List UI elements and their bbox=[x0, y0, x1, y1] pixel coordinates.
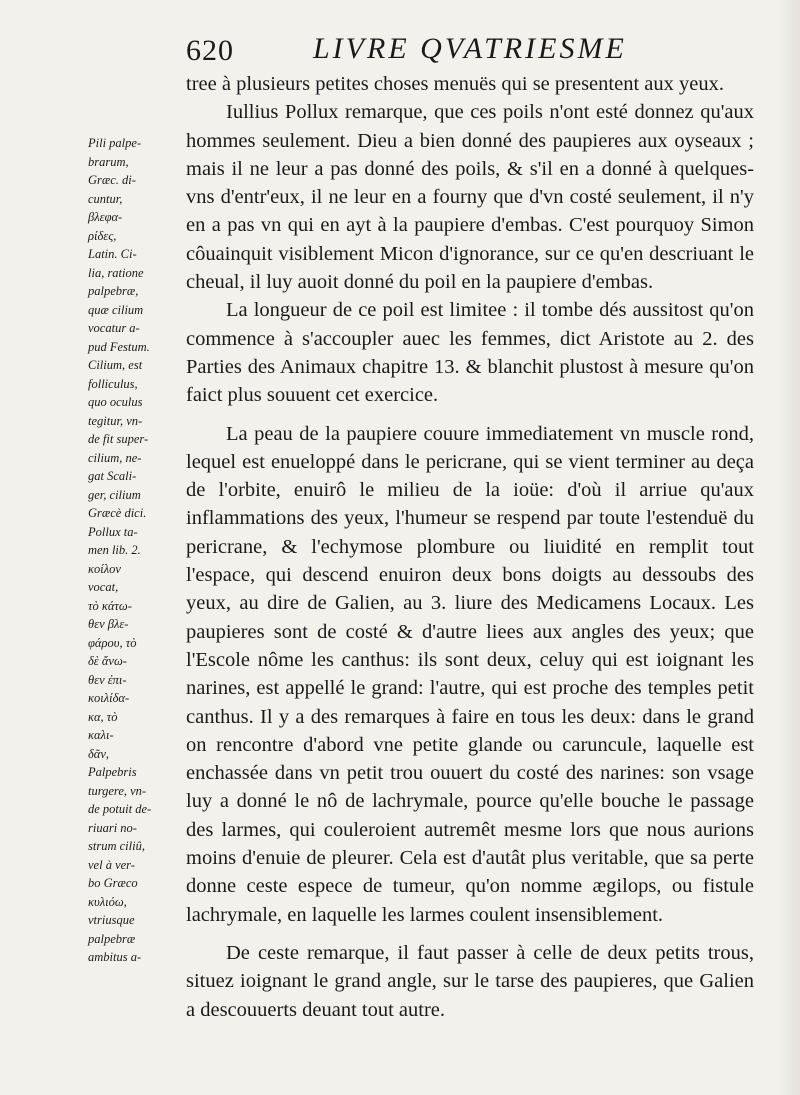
margin-note-line: men lib. 2. bbox=[88, 543, 141, 557]
margin-note-line: Pili palpe- bbox=[88, 136, 142, 150]
margin-note-line: δὲ ἄνω- bbox=[88, 654, 127, 668]
margin-note-line: ρίδες, bbox=[88, 228, 117, 243]
margin-note-line: vocat, bbox=[88, 580, 119, 594]
paragraph-4: La peau de la paupiere couure immediatement vn muscle rond, lequel est enueloppé dans le pericrane, qui se vient terminer au deça de l'orbite, enuirô le milieu de la ioüe: d'où il arriue qu'aux inflammations des yeux, l'humeur se respend par toute l'estenduë du pericrane, & l'echymose plombure ou liuidité en remplit tout l'espace, qui descend enuiron deux bons doigts au dessoubs des yeux, au dire de Galien, au 3. liure des Medicamens Locaux. Les paupieres sont de costé & d'autre liees aux angles des yeux; que l'Escole nôme les canthus: ils sont deux, celuy qui est ioignant les narines, est appellé le grand: l'autre, qui est proche des temples petit canthus. Il y a des remarques à faire en tous les deux: dans le grand on rencontre d'abord vne petite glande ou caruncule, laquelle est enchassée dans vn petit trou ouuert du costé des narines: son vsage luy a donné le nô de lachrymale, pource qu'elle bouche le passage des larmes, qui couleroient autremêt mesme lors que nous aurions moins d'enuie de pleurer. Cela est d'autât plus veritable, que sa perte donne ceste espece de tumeur, qu'on nomme ægilops, ou fistule lachrymale, en laquelle les larmes coulent insensiblement. bbox=[186, 422, 754, 926]
margin-note-line: vtriusque bbox=[88, 913, 135, 927]
margin-note-line: de potuit de- bbox=[88, 802, 152, 816]
margin-note-line: folliculus, bbox=[88, 376, 138, 391]
margin-note-line: tegitur, vn- bbox=[88, 413, 143, 428]
margin-note-line: τὸ κάτω- bbox=[88, 598, 132, 613]
margin-note-line: ger, cilium bbox=[88, 487, 141, 502]
margin-note-line: βλεφα- bbox=[88, 210, 123, 224]
margin-note-line: κοίλον bbox=[88, 561, 121, 576]
margin-note-line: strum ciliû, bbox=[88, 839, 145, 853]
margin-note-line: lia, ratione bbox=[88, 265, 144, 280]
margin-note-line: pud Festum. bbox=[88, 339, 150, 354]
margin-note-line: καλι- bbox=[88, 728, 114, 742]
margin-note-line: cilium, ne- bbox=[88, 450, 142, 465]
margin-note-line: quo oculus bbox=[88, 395, 143, 409]
margin-note-line: bo Græco bbox=[88, 876, 138, 890]
margin-note-line: Græcè dici. bbox=[88, 506, 147, 520]
margin-note-line: Latin. Ci- bbox=[88, 247, 137, 261]
running-head: LIVRE QVATRIESME bbox=[313, 32, 627, 65]
margin-note bbox=[88, 134, 184, 967]
margin-note-line: riuari no- bbox=[88, 820, 137, 835]
margin-note-line: palpebræ bbox=[88, 931, 136, 946]
margin-note-line: φάρου, τὸ bbox=[88, 635, 137, 650]
margin-note-line: vocatur a- bbox=[88, 321, 140, 335]
body-text bbox=[186, 70, 754, 1024]
margin-note-line: κυλιόω, bbox=[88, 894, 127, 909]
paragraph-5: De ceste remarque, il faut passer à celle de deux petits trous, situez ioignant le grand angle, sur le tarse des paupieres, que Galien a descouuerts deuant tout autre. bbox=[186, 941, 754, 1021]
margin-note-line: δᾶν, bbox=[88, 746, 110, 761]
margin-note-line: cuntur, bbox=[88, 191, 123, 206]
margin-note-line: brarum, bbox=[88, 154, 129, 169]
paragraph-3: La longueur de ce poil est limitee : il tombe dés aussitost qu'on commence à s'accoupler auec les femmes, dict Aristote au 2. des Parties des Animaux chapitre 13. & blanchit plustost à mesure qu'on faict plus souuent cet exercice. bbox=[186, 299, 754, 407]
margin-note-line: κοιλίδα- bbox=[88, 691, 130, 705]
margin-note-line: vel à ver- bbox=[88, 857, 135, 872]
margin-note-line: Palpebris bbox=[88, 765, 137, 779]
margin-note-line: palpebræ, bbox=[88, 284, 139, 298]
margin-note-line: turgere, vn- bbox=[88, 783, 147, 798]
margin-note-line: Pollux ta- bbox=[88, 524, 138, 539]
margin-note-line: θεν ἐπι- bbox=[88, 672, 127, 687]
margin-note-line: Græc. di- bbox=[88, 173, 136, 187]
page-edge-shadow bbox=[778, 0, 800, 1095]
margin-note-line: θεν βλε- bbox=[88, 617, 129, 631]
margin-note-line: Cilium, est bbox=[88, 358, 143, 372]
paragraph-1: tree à plusieurs petites choses menuës qui se presentent aux yeux. bbox=[186, 73, 724, 95]
margin-note-line: gat Scali- bbox=[88, 469, 137, 483]
paragraph-2: Iullius Pollux remarque, que ces poils n'ont esté donnez qu'aux hommes seulement. Dieu a bien donné des paupieres aux oyseaux ; mais il ne leur a pas donné des poils, & s'il en a donné à quelques-vns d'entr'eux, il ne leur en a fourny que d'vn costé seulement, il n'y en a pas vn qui en ayt à la paupiere d'embas. C'est pourquoy Simon côuainquit visiblement Micon d'ignorance, sur ce qu'en descriuant le cheual, il luy auoit donné du poil en la paupiere d'embas. bbox=[186, 101, 754, 294]
margin-note-line: ambitus a- bbox=[88, 950, 142, 964]
page-number: 620 bbox=[186, 34, 234, 67]
margin-note-line: de fit super- bbox=[88, 432, 149, 446]
margin-note-line: quæ cilium bbox=[88, 302, 144, 317]
margin-note-line: κα, τὸ bbox=[88, 709, 118, 724]
